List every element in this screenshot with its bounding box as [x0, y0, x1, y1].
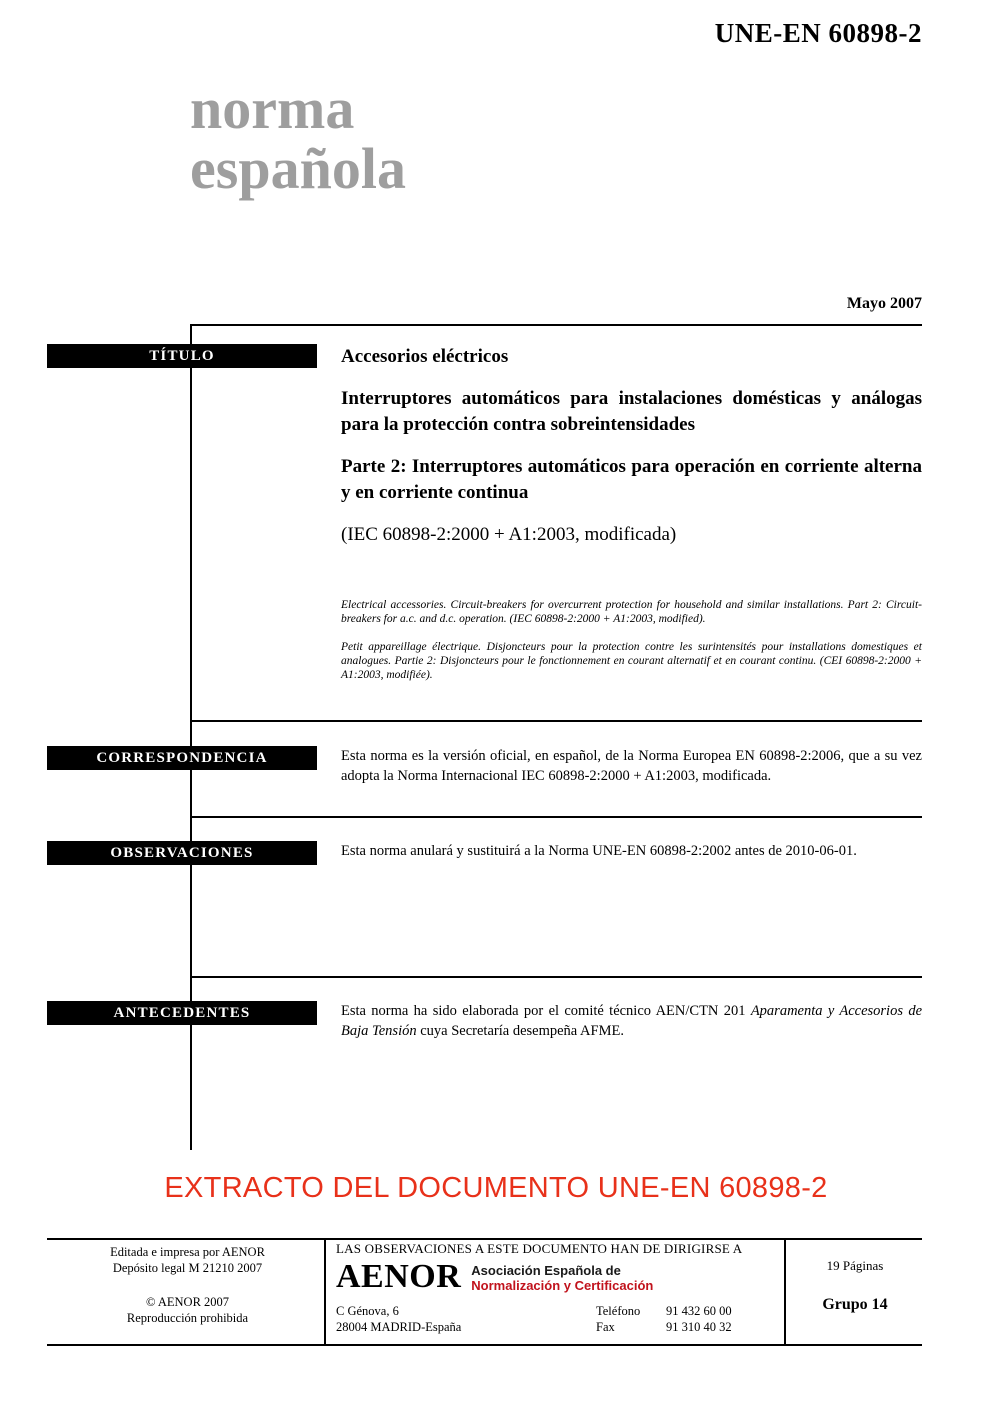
footer-contact-block	[336, 1241, 776, 1335]
footer-legal-deposit: Depósito legal M 21210 2007	[112, 1261, 263, 1275]
title-line-1: Accesorios eléctricos	[341, 346, 509, 367]
title-block	[341, 344, 922, 548]
extract-banner: EXTRACTO DEL DOCUMENTO UNE-EN 60898-2	[164, 1172, 828, 1204]
footer-observations-notice: LAS OBSERVACIONES A ESTE DOCUMENTO HAN DE DIRIGIRSE A	[336, 1241, 743, 1256]
section-label-titulo: TÍTULO	[47, 344, 317, 368]
footer-divider-right	[784, 1238, 786, 1346]
footer-page-count: 19 Páginas	[826, 1258, 884, 1273]
title-line-3: Parte 2: Interruptores automáticos para operación en corriente alterna y en corriente continua	[341, 456, 922, 503]
footer-address-line-2: 28004 MADRID-España	[336, 1320, 462, 1334]
observaciones-text: Esta norma anulará y sustituirá a la Norma UNE-EN 60898-2:2002 antes de 2010-06-01.	[341, 843, 857, 859]
aenor-logo-row	[336, 1259, 776, 1295]
masthead-line-2: española	[190, 136, 406, 201]
footer-group: Grupo 14	[822, 1296, 888, 1313]
footer-address-row	[336, 1303, 776, 1335]
translation-block	[341, 598, 922, 682]
aenor-subtitle-line-2: Normalización y Certificación	[471, 1278, 654, 1293]
rule-observaciones-top	[190, 816, 922, 818]
footer-edited-by: Editada e impresa por AENOR	[110, 1245, 265, 1259]
masthead	[0, 70, 992, 220]
footer-meta-block	[790, 1258, 920, 1314]
publication-date: Mayo 2007	[846, 295, 922, 312]
footer-phone-value: 91 432 60 00	[666, 1304, 732, 1318]
aenor-logo: AENOR	[336, 1258, 462, 1295]
masthead-line-1: norma	[190, 76, 355, 141]
footer-contact-values	[666, 1303, 766, 1335]
vertical-rule-title	[190, 324, 192, 720]
rule-correspondencia-top	[190, 720, 922, 722]
antecedentes-part-2: cuya Secretaría desempeña AFME.	[416, 1023, 624, 1039]
translation-french: Petit appareillage électrique. Disjoncteurs pour la protection contre les surintensités pour installations domestiques et analogues. Partie 2: Disjoncteurs pour le fonctionnement en courant alternatif et en courant continu. (CEI 60898-2:2000 + A1:2003, modifiée).	[341, 641, 922, 681]
title-line-4: (IEC 60898-2:2000 + A1:2003, modificada)	[341, 524, 677, 545]
aenor-logo-subtitle	[471, 1263, 653, 1293]
footer-address-line-1: C Génova, 6	[336, 1304, 399, 1318]
footer-rule-bottom	[47, 1344, 922, 1346]
document-code: UNE-EN 60898-2	[714, 18, 922, 48]
footer-fax-value: 91 310 40 32	[666, 1320, 732, 1334]
rule-top	[190, 324, 922, 326]
title-line-2: Interruptores automáticos para instalaciones domésticas y análogas para la protección contra sobreintensidades	[341, 388, 922, 435]
section-label-correspondencia: CORRESPONDENCIA	[47, 746, 317, 770]
footer-publisher-block	[60, 1244, 315, 1326]
section-label-antecedentes: ANTECEDENTES	[47, 1001, 317, 1025]
correspondencia-text: Esta norma es la versión oficial, en español, de la Norma Europea EN 60898-2:2006, que a su vez adopta la Norma Internacional IEC 60898-2:2000 + A1:2003, modificada.	[341, 748, 922, 784]
translation-english: Electrical accessories. Circuit-breakers for overcurrent protection for household and similar installations. Part 2: Circuit-breakers for a.c. and d.c. operation. (IEC 60898-2:2000 + A1:2003, modified).	[341, 599, 922, 625]
antecedentes-part-1: Esta norma ha sido elaborada por el comité técnico AEN/CTN 201	[341, 1003, 751, 1019]
antecedentes-text	[341, 1001, 922, 1041]
footer-contact-labels	[596, 1303, 666, 1335]
footer-reproduction-notice: Reproducción prohibida	[126, 1311, 249, 1325]
aenor-subtitle-line-1: Asociación Española de	[471, 1263, 621, 1278]
section-label-observaciones: OBSERVACIONES	[47, 841, 317, 865]
footer-rule-top	[47, 1238, 922, 1240]
footer-address	[336, 1303, 596, 1335]
rule-antecedentes-top	[190, 976, 922, 978]
footer-divider-left	[324, 1238, 326, 1346]
footer-fax-label: Fax	[596, 1320, 615, 1334]
footer-copyright: © AENOR 2007	[145, 1295, 230, 1309]
footer-phone-label: Teléfono	[596, 1304, 641, 1318]
antecedentes-italic: Aparamenta y Accesorios de Baja Tensión	[341, 1003, 923, 1039]
vertical-rule-observaciones	[190, 816, 192, 976]
